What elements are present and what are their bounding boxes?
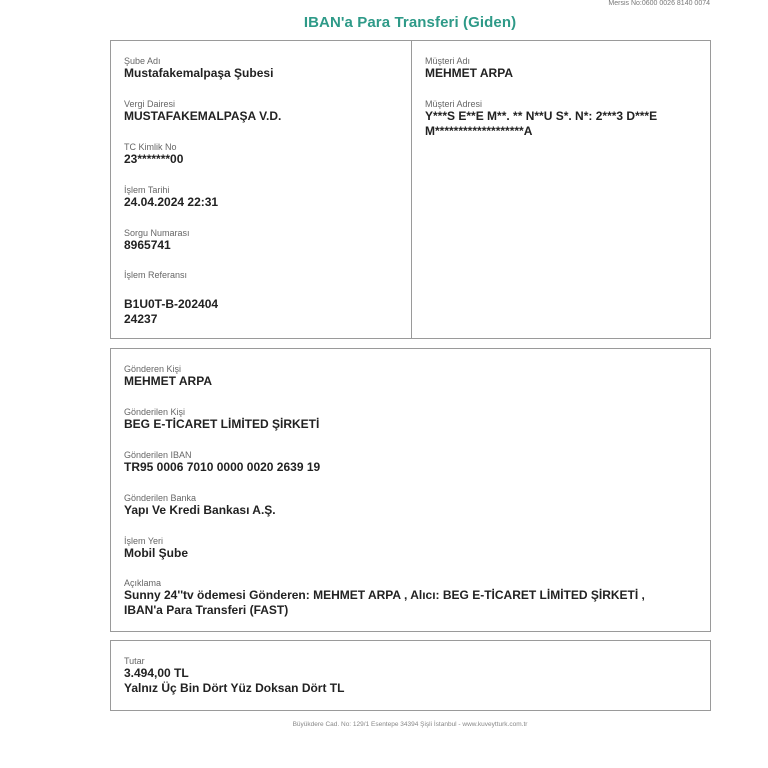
field-gonderen bbox=[124, 364, 212, 389]
tutar-words: Yalnız Üç Bin Dört Yüz Doksan Dört TL bbox=[124, 681, 345, 695]
tutar-value: 3.494,00 TL bbox=[124, 666, 189, 680]
islem-yeri-value: Mobil Şube bbox=[124, 546, 188, 560]
field-islem-yeri bbox=[124, 536, 188, 561]
referans-label: İşlem Referansı bbox=[124, 270, 188, 280]
field-banka bbox=[124, 493, 276, 518]
sorgu-label: Sorgu Numarası bbox=[124, 228, 190, 238]
field-musteri-adres bbox=[425, 99, 657, 139]
sorgu-value: 8965741 bbox=[124, 238, 171, 252]
gonderen-label: Gönderen Kişi bbox=[124, 364, 182, 374]
tc-kimlik-value: 23*******00 bbox=[124, 152, 184, 166]
footer-address: Büyükdere Cad. No: 129/1 Esentepe 34394 Şişli İstanbul - www.kuveytturk.com.tr bbox=[292, 721, 528, 728]
iban-value: TR95 0006 7010 0000 0020 2639 19 bbox=[124, 460, 321, 474]
field-iban bbox=[124, 450, 320, 475]
vergi-dairesi-label: Vergi Dairesi bbox=[124, 99, 176, 109]
field-alici bbox=[124, 407, 319, 432]
field-musteri-adi bbox=[425, 56, 513, 81]
field-islem-tarihi bbox=[124, 185, 218, 210]
aciklama-label: Açıklama bbox=[124, 578, 162, 588]
transfer-details-panel bbox=[110, 348, 711, 632]
field-vergi-dairesi bbox=[124, 99, 281, 124]
musteri-adres-value: Y***S E**E M**. ** N**U S*. N*: 2***3 D***E M*******************A bbox=[425, 109, 658, 138]
iban-label: Gönderilen IBAN bbox=[124, 450, 192, 460]
tc-kimlik-label: TC Kimlik No bbox=[124, 142, 177, 152]
page-title: IBAN'a Para Transferi (Giden) bbox=[303, 14, 517, 31]
field-tc-kimlik bbox=[124, 142, 183, 167]
aciklama-value: Sunny 24''tv ödemesi Gönderen: MEHMET ARPA , Alıcı: BEG E-TİCARET LİMİTED ŞİRKETİ , IBAN'a Para Transferi (FAST) bbox=[124, 588, 645, 617]
mersis-number: Mersis No:0600 0026 8140 0074 bbox=[608, 0, 710, 7]
musteri-adi-value: MEHMET ARPA bbox=[425, 66, 513, 80]
field-referans bbox=[124, 270, 218, 327]
branch-customer-panel bbox=[110, 40, 711, 339]
islem-tarihi-label: İşlem Tarihi bbox=[124, 185, 170, 195]
field-tutar bbox=[124, 656, 344, 696]
amount-panel bbox=[110, 640, 711, 711]
banka-label: Gönderilen Banka bbox=[124, 493, 197, 503]
sube-adi-label: Şube Adı bbox=[124, 56, 161, 66]
field-sorgu bbox=[124, 228, 190, 253]
field-sube-adi bbox=[124, 56, 273, 81]
islem-yeri-label: İşlem Yeri bbox=[124, 536, 164, 546]
sube-adi-value: Mustafakemalpaşa Şubesi bbox=[124, 66, 274, 80]
tutar-label: Tutar bbox=[124, 656, 145, 666]
banka-value: Yapı Ve Kredi Bankası A.Ş. bbox=[124, 503, 276, 517]
referans-value: B1U0T-B-202404 24237 bbox=[124, 297, 219, 326]
panel-divider bbox=[411, 41, 412, 338]
musteri-adres-label: Müşteri Adresi bbox=[425, 99, 483, 109]
alici-label: Gönderilen Kişi bbox=[124, 407, 186, 417]
islem-tarihi-value: 24.04.2024 22:31 bbox=[124, 195, 219, 209]
gonderen-value: MEHMET ARPA bbox=[124, 374, 212, 388]
alici-value: BEG E-TİCARET LİMİTED ŞİRKETİ bbox=[124, 417, 320, 431]
vergi-dairesi-value: MUSTAFAKEMALPAŞA V.D. bbox=[124, 109, 282, 123]
musteri-adi-label: Müşteri Adı bbox=[425, 56, 471, 66]
field-aciklama bbox=[124, 578, 645, 618]
